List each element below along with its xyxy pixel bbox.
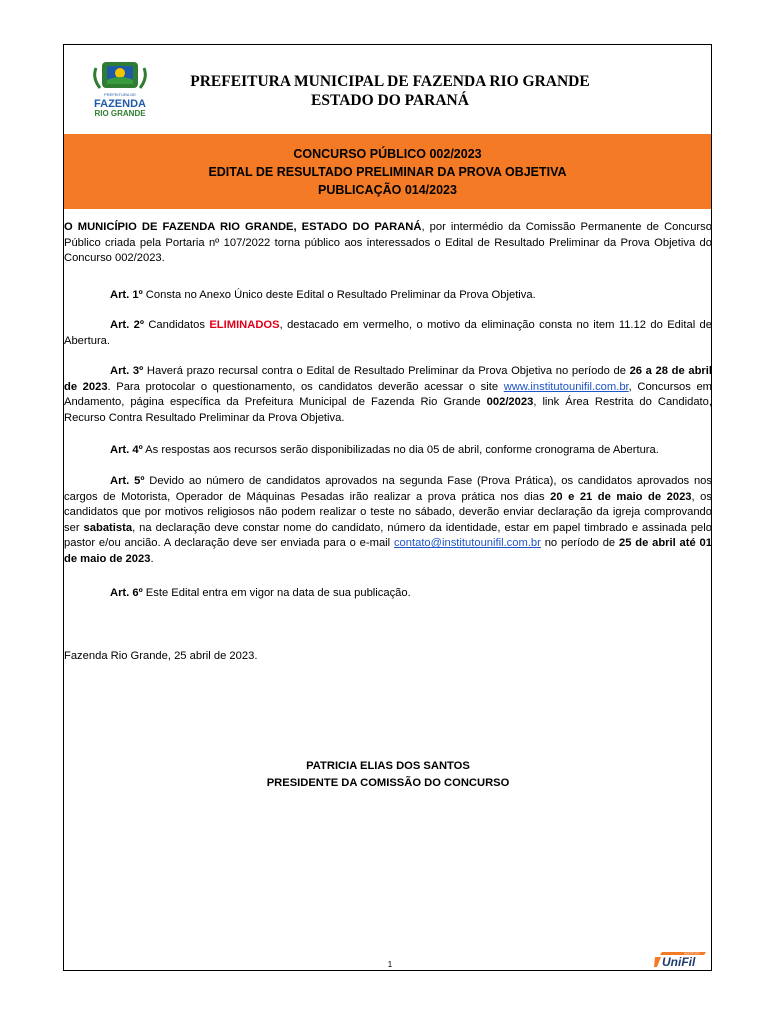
art6-text: Este Edital entra em vigor na data de sua publicação. bbox=[142, 587, 411, 599]
art5-bold-b: sabatista bbox=[83, 521, 133, 534]
page-number: 1 bbox=[387, 960, 393, 969]
header-line2: ESTADO DO PARANÁ bbox=[311, 92, 469, 109]
eliminados-highlight: ELIMINADOS bbox=[209, 319, 280, 331]
article-4 bbox=[64, 443, 712, 459]
article-5 bbox=[64, 474, 712, 568]
art3-text-d: , link Área Restrita do Candidato, Recurso Contra Resultado Preliminar da Prova Objetiva. bbox=[64, 396, 712, 424]
logo-name-line1: FAZENDA bbox=[94, 98, 146, 110]
place-date: Fazenda Rio Grande, 25 abril de 2023. bbox=[64, 650, 258, 662]
logo-small-text: PREFEITURA DE bbox=[104, 92, 136, 97]
logo-name-line2: RIO GRANDE bbox=[94, 109, 146, 118]
header-title bbox=[160, 72, 620, 110]
article-1 bbox=[64, 288, 712, 304]
article-3 bbox=[64, 364, 712, 426]
intro-text: , por intermédio da Comissão Permanente de Concurso Público criada pela Portaria nº 107/2022 torna público aos interessados o Edital de Resultado Preliminar da Prova Objetiva do Concurso 002/2023. bbox=[64, 221, 712, 265]
art5-label: Art. 5º bbox=[110, 475, 145, 487]
art5-bold-a: 20 e 21 de maio de 2023 bbox=[550, 490, 692, 503]
art5-bold-c: 25 de abril até 01 de maio de 2023 bbox=[64, 537, 712, 565]
art2-text-a: Candidatos bbox=[143, 319, 210, 331]
unifil-brand-small: INSTITUTO bbox=[684, 951, 700, 956]
art2-label: Art. 2º bbox=[110, 319, 144, 331]
art5-text-d: no período de bbox=[540, 537, 619, 550]
edital-banner bbox=[64, 134, 711, 209]
art3-bold-a: 26 a 28 de abril de 2023 bbox=[64, 365, 712, 393]
signature-role: PRESIDENTE DA COMISSÃO DO CONCURSO bbox=[266, 777, 510, 789]
intro-bold: O MUNICÍPIO DE FAZENDA RIO GRANDE, ESTADO DO PARANÁ bbox=[64, 221, 422, 233]
art5-text-c: , na declaração deve constar nome do candidato, número da identidade, estar em papel timbrado e assinada pelo pastor e/ou ancião. A declaração deve ser enviada para o e-mail bbox=[64, 521, 712, 550]
art5-text-a: Devido ao número de candidatos aprovados na segunda Fase (Prova Prática), os candidatos aprovados nos cargos de Motorista, Operador de Máquinas Pesadas irão realizar a prova prática nos dias bbox=[64, 475, 713, 503]
art3-label: Art. 3º bbox=[110, 365, 144, 377]
art5-text-b: , os candidatos que por motivos religiosos não podem realizar o teste no sábado, deverão enviar declaração da igreja comprovando ser bbox=[64, 490, 712, 534]
intro-paragraph bbox=[64, 220, 712, 267]
unifil-brand: UniFil bbox=[662, 955, 696, 969]
banner-line1: CONCURSO PÚBLICO 002/2023 bbox=[293, 146, 482, 161]
article-2 bbox=[64, 318, 712, 349]
art3-text-c: , Concursos em Andamento, página específica da Prefeitura Municipal de Fazenda Rio Grande bbox=[64, 380, 712, 409]
prefeitura-logo bbox=[88, 58, 152, 122]
art3-bold-b: 002/2023 bbox=[486, 396, 534, 409]
art1-text: Consta no Anexo Único deste Edital o Resultado Preliminar da Prova Objetiva. bbox=[142, 289, 536, 301]
header-line1: PREFEITURA MUNICIPAL DE FAZENDA RIO GRANDE bbox=[190, 73, 590, 90]
art5-text-e: . bbox=[150, 552, 154, 565]
banner-line2: EDITAL DE RESULTADO PRELIMINAR DA PROVA OBJETIVA bbox=[208, 164, 567, 179]
email-link[interactable]: contato@institutounifil.com.br bbox=[393, 537, 541, 550]
unifil-logo bbox=[652, 948, 708, 970]
site-link[interactable]: www.institutounifil.com.br bbox=[503, 380, 629, 393]
art1-label: Art. 1º bbox=[110, 289, 143, 301]
art4-label: Art. 4º bbox=[110, 444, 143, 456]
art3-text-b: . Para protocolar o questionamento, os candidatos deverão acessar o site bbox=[107, 380, 504, 393]
art3-text-a: Haverá prazo recursal contra o Edital de Resultado Preliminar da Prova Objetiva no período de bbox=[143, 365, 630, 377]
signature-block bbox=[64, 758, 712, 792]
article-6 bbox=[64, 586, 712, 602]
art4-text: As respostas aos recursos serão disponibilizadas no dia 05 de abril, conforme cronograma de Abertura. bbox=[142, 444, 659, 456]
banner-line3: PUBLICAÇÃO 014/2023 bbox=[318, 182, 457, 197]
signature-name: PATRICIA ELIAS DOS SANTOS bbox=[306, 760, 470, 772]
art2-text-b: , destacado em vermelho, o motivo da eliminação consta no item 11.12 do Edital de Abertura. bbox=[64, 319, 712, 347]
art6-label: Art. 6º bbox=[110, 587, 143, 599]
